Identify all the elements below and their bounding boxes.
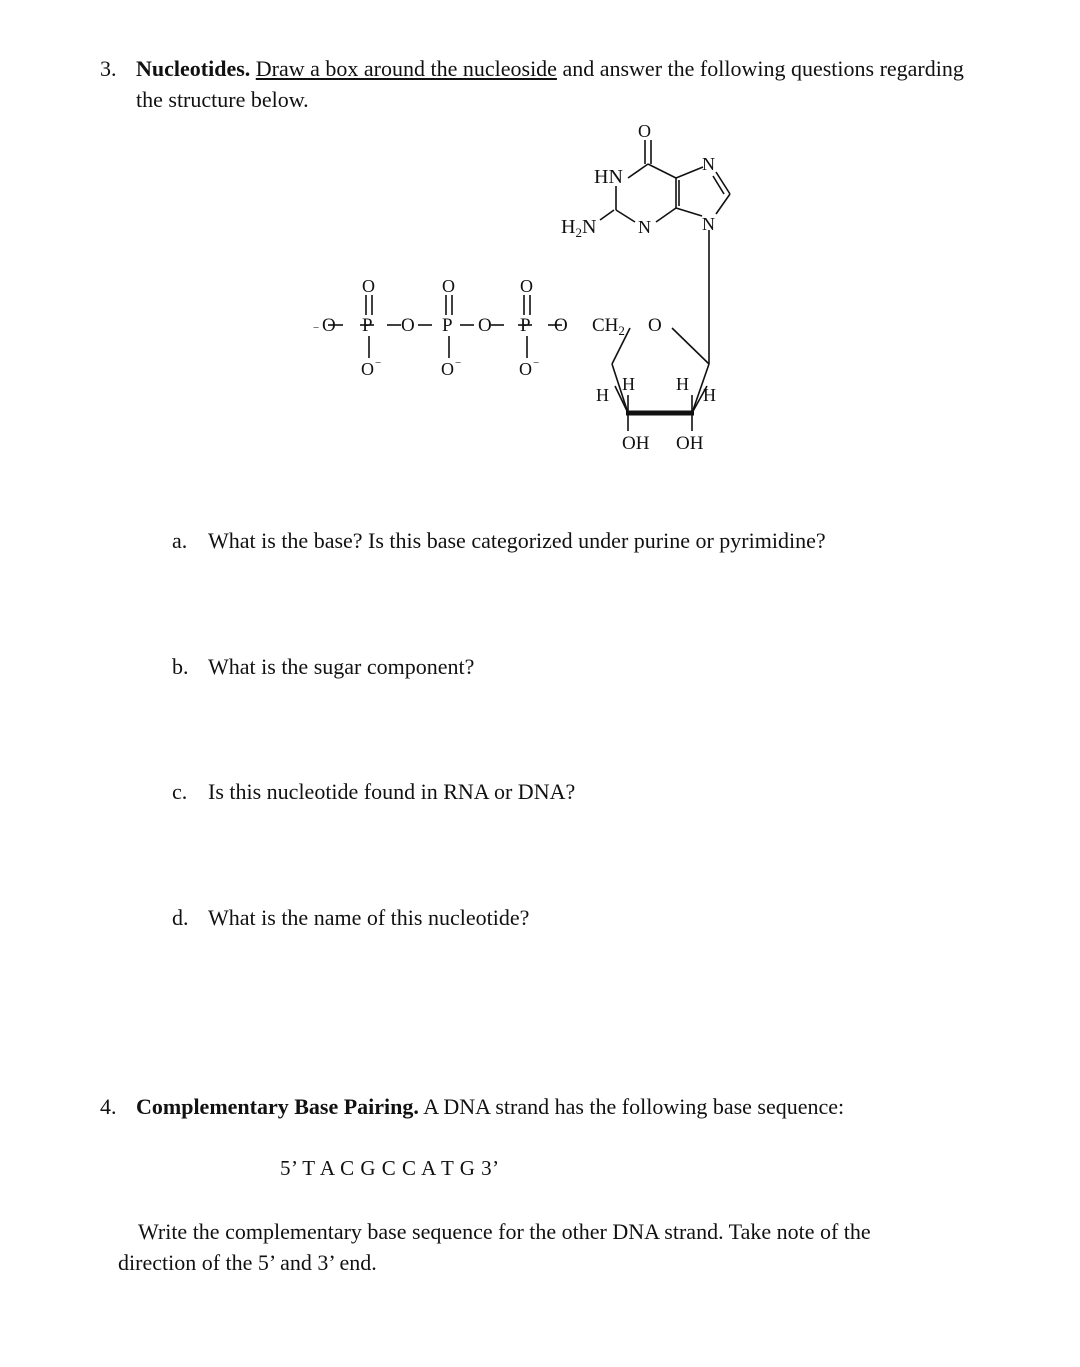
question-3-number: 3. — [100, 56, 117, 81]
sugar-h2: H — [622, 374, 635, 394]
question-4-text — [136, 1091, 966, 1122]
phosphate-dbl-o3: O — [520, 276, 533, 296]
subquestion-text: What is the sugar component? — [208, 654, 475, 679]
phosphate-o4: O — [554, 315, 568, 336]
subquestion-letter: c. — [172, 779, 188, 804]
base-n-imidazole: N — [702, 214, 715, 234]
subquestion-c — [172, 776, 575, 807]
phosphate-ominus2: O — [441, 359, 454, 379]
phosphate-ominus1: O — [361, 359, 374, 379]
nucleotide-structure — [0, 0, 1080, 470]
sugar-h1: H — [596, 385, 609, 405]
subquestion-text: What is the base? Is this base categorized under purine or pyrimidine? — [208, 528, 826, 553]
subquestion-letter: b. — [172, 654, 189, 679]
question-3-instruction-rest: and answer the following questions regarding the structure below. — [136, 56, 964, 112]
subquestion-text: Is this nucleotide found in RNA or DNA? — [208, 779, 576, 804]
phosphate-dbl-o2: O — [442, 276, 455, 296]
sugar-oh-2: OH — [622, 433, 650, 454]
dna-sequence: 5’ T A C G C C A T G 3’ — [280, 1156, 500, 1180]
phosphate-p2: P — [442, 315, 453, 336]
sugar-h4: H — [703, 385, 716, 405]
base-hn-label: HN — [594, 166, 623, 188]
charge-minus: − — [455, 357, 462, 369]
phosphate-p3: P — [520, 315, 531, 336]
sugar-h3: H — [676, 374, 689, 394]
base-n-ring: N — [638, 217, 651, 237]
subquestion-text: What is the name of this nucleotide? — [208, 905, 530, 930]
subquestion-letter: d. — [172, 905, 189, 930]
phosphate-dbl-o1: O — [362, 276, 375, 296]
question-3-title: Nucleotides. — [136, 56, 251, 81]
ch2-label: $CH_2$ — [592, 315, 625, 338]
subquestion-a — [172, 525, 826, 556]
phosphate-p1: P — [362, 315, 373, 336]
subquestion-d — [172, 902, 529, 933]
subquestion-b — [172, 651, 474, 682]
base-n-top: N — [702, 154, 715, 174]
base-nh2-label: $H_2N$ — [561, 216, 597, 240]
question-4-instruction: Write the complementary base sequence for the other DNA strand. Take note of the direction of the 5’ and 3’ end. — [118, 1219, 871, 1275]
charge-minus: − — [533, 357, 540, 369]
phosphate-o3: O — [478, 315, 492, 336]
question-4-number: 4. — [100, 1094, 117, 1119]
sugar-ring-o: O — [648, 315, 662, 336]
charge-minus: − — [313, 322, 320, 334]
sugar-oh-3: OH — [676, 433, 704, 454]
question-4-intro: A DNA strand has the following base sequence: — [418, 1094, 845, 1119]
phosphate-o1: O — [322, 315, 336, 336]
phosphate-o2: O — [401, 315, 415, 336]
subquestion-letter: a. — [172, 528, 188, 553]
charge-minus: − — [375, 357, 382, 369]
question-3-instruction-underlined: Draw a box around the nucleoside — [255, 56, 557, 81]
phosphate-ominus3: O — [519, 359, 532, 379]
question-4-title: Complementary Base Pairing. — [136, 1094, 419, 1119]
base-carbonyl-o: O — [638, 121, 651, 141]
